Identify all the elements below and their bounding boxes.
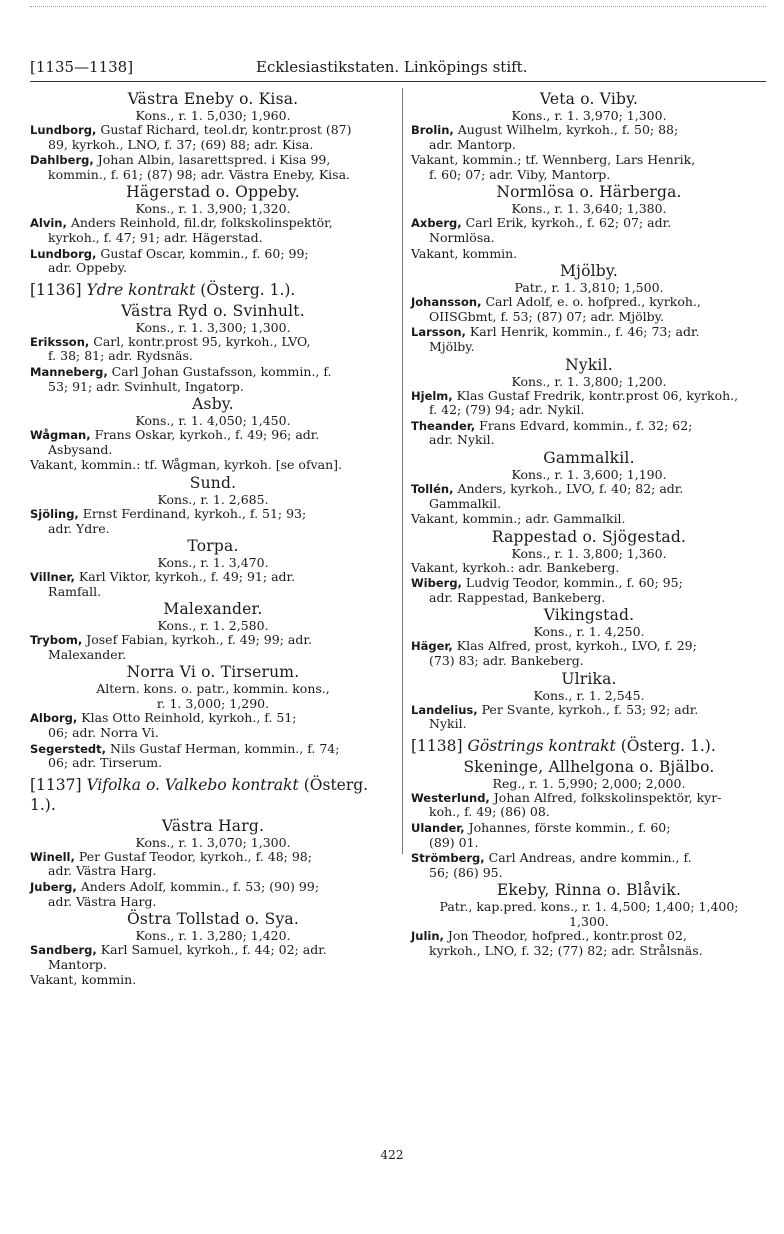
clergy-entry: [30, 153, 396, 182]
clergy-entry: [30, 880, 396, 909]
clergy-details-cont: (89) 01.: [429, 834, 479, 850]
clergy-details-cont: 06; adr. Norra Vi.: [48, 725, 159, 741]
parish-info: Kons., r. 1. 4,250.: [533, 624, 645, 640]
clergy-details-cont: Mjölby.: [429, 338, 475, 354]
parish-info: Patr., r. 1. 3,810; 1,500.: [514, 280, 664, 296]
parish-info: Kons., r. 1. 2,545.: [533, 687, 645, 703]
clergy-name: Westerlund,: [411, 790, 490, 805]
clergy-entry: [30, 458, 396, 473]
clergy-details: Klas Gustaf Fredrik, kontr.prost 06, kyrkoh.,: [456, 387, 739, 403]
clergy-name: Sandberg,: [30, 943, 97, 958]
clergy-details: August Wilhelm, kyrkoh., f. 50; 88;: [457, 122, 679, 137]
clergy-entry: [411, 561, 767, 576]
clergy-details: Carl Adolf, e. o. hofpred., kyrkoh.,: [485, 294, 701, 310]
clergy-entry: [411, 851, 767, 880]
top-rule: [30, 6, 766, 7]
clergy-details: Frans Oskar, kyrkoh., f. 49; 96; adr.: [94, 427, 320, 443]
clergy-entry: [30, 850, 396, 879]
clergy-details: Carl Andreas, andre kommin., f.: [488, 850, 692, 866]
clergy-details-cont: OIISGbmt, f. 53; (87) 07; adr. Mjölby.: [429, 308, 665, 324]
contract-heading: [30, 775, 396, 815]
clergy-details-cont: f. 60; 07; adr. Viby, Mantorp.: [429, 166, 611, 182]
contract-number: [1137]: [30, 775, 82, 794]
clergy-details: Anders, kyrkoh., LVO, f. 40; 82; adr.: [457, 480, 684, 496]
parish-info: Kons., r. 1. 4,050; 1,450.: [135, 413, 291, 429]
clergy-name: Lundborg,: [30, 246, 97, 261]
page-header: [30, 58, 766, 80]
parish-heading: Vikingstad.: [543, 606, 635, 625]
clergy-entry: [30, 711, 396, 740]
clergy-details: Vakant, kyrkoh.: adr. Bankeberg.: [411, 559, 620, 575]
parish-heading: Mjölby.: [560, 262, 618, 281]
parish-heading: Ekeby, Rinna o. Blåvik.: [496, 881, 682, 900]
clergy-details: Carl Erik, kyrkoh., f. 62; 07; adr.: [465, 215, 672, 231]
clergy-entry: [411, 389, 767, 418]
page-number: 422: [380, 1148, 404, 1162]
parish-info: Kons., r. 1. 3,070; 1,300.: [135, 834, 291, 850]
parish-heading: Västra Ryd o. Svinhult.: [121, 301, 305, 320]
clergy-details-cont: f. 42; (79) 94; adr. Nykil.: [429, 402, 585, 418]
contract-name: Vifolka o. Valkebo kontrakt: [86, 775, 299, 794]
clergy-details-cont: 06; adr. Tirserum.: [48, 755, 163, 771]
clergy-details: Frans Edvard, kommin., f. 32; 62;: [479, 417, 693, 433]
parish-info: Reg., r. 1. 5,990; 2,000; 2,000.: [492, 775, 686, 791]
clergy-details-cont: Asbysand.: [48, 441, 113, 457]
clergy-name: Eriksson,: [30, 334, 90, 349]
clergy-entry: [30, 742, 396, 771]
clergy-details: Karl Samuel, kyrkoh., f. 44; 02; adr.: [100, 942, 327, 958]
clergy-name: Lundborg,: [30, 123, 97, 137]
parish-info: Kons., r. 1. 3,470.: [157, 555, 269, 571]
clergy-entry: [30, 570, 396, 599]
contract-heading: [411, 736, 767, 756]
clergy-details: Gustaf Richard, teol.dr, kontr.prost (87): [100, 122, 352, 137]
clergy-entry: [411, 295, 767, 324]
clergy-entry: [30, 973, 396, 988]
parish-info: 1,300.: [569, 914, 609, 930]
clergy-details: Per Svante, kyrkoh., f. 53; 92; adr.: [481, 701, 699, 717]
parish-heading: Skeninge, Allhelgona o. Bjälbo.: [463, 757, 715, 776]
clergy-name: Winell,: [30, 849, 75, 864]
clergy-entry: [411, 325, 767, 354]
parish-heading: Torpa.: [187, 537, 239, 556]
clergy-name: Segerstedt,: [30, 741, 107, 756]
clergy-details-cont: Malexander.: [48, 646, 127, 662]
parish-info: Patr., kap.pred. kons., r. 1. 4,500; 1,400; 1,400;: [439, 899, 739, 915]
header-rule: [30, 81, 766, 82]
clergy-name: Villner,: [30, 570, 75, 585]
clergy-entry: [411, 247, 767, 262]
clergy-details: Karl Henrik, kommin., f. 46; 73; adr.: [469, 324, 700, 340]
clergy-entry: [411, 791, 767, 820]
clergy-details-cont: adr. Västra Harg.: [48, 893, 157, 909]
clergy-details-cont: (73) 83; adr. Bankeberg.: [429, 653, 584, 669]
clergy-entry: [411, 703, 767, 732]
clergy-entry: [30, 507, 396, 536]
clergy-details-cont: adr. Ydre.: [48, 520, 110, 536]
clergy-entry: [30, 943, 396, 972]
clergy-entry: [411, 512, 767, 527]
clergy-name: Hjelm,: [411, 388, 453, 403]
clergy-details-cont: adr. Nykil.: [429, 432, 495, 448]
clergy-name: Landelius,: [411, 702, 478, 717]
parish-heading: Normlösa o. Härberga.: [496, 183, 682, 202]
clergy-entry: [411, 216, 767, 245]
contract-region: (Österg. 1.).: [620, 736, 716, 755]
parish-info: Kons., r. 1. 3,970; 1,300.: [511, 108, 667, 123]
clergy-details-cont: 56; (86) 95.: [429, 864, 503, 880]
clergy-details: Jon Theodor, hofpred., kontr.prost 02,: [447, 928, 687, 944]
clergy-details-cont: Gammalkil.: [429, 495, 502, 511]
clergy-entry: [411, 482, 767, 511]
parish-heading: Rappestad o. Sjögestad.: [491, 527, 687, 546]
clergy-name: Sjöling,: [30, 506, 79, 521]
clergy-entry: [30, 247, 396, 276]
clergy-details: Johan Albin, lasarettspred. i Kisa 99,: [97, 152, 331, 168]
clergy-name: Wiberg,: [411, 576, 462, 591]
clergy-details: Vakant, kommin.; tf. Wennberg, Lars Henrik,: [411, 152, 696, 168]
clergy-details-cont: 53; 91; adr. Svinhult, Ingatorp.: [48, 378, 244, 394]
parish-heading: Gammalkil.: [543, 448, 635, 467]
clergy-name: Ulander,: [411, 821, 465, 836]
parish-heading: Sund.: [189, 473, 237, 492]
clergy-entry: [411, 821, 767, 850]
parish-info: Kons., r. 1. 2,685.: [157, 491, 269, 507]
clergy-details-cont: adr. Oppeby.: [48, 260, 128, 276]
clergy-details: Ludvig Teodor, kommin., f. 60; 95;: [465, 575, 683, 591]
clergy-entry: [411, 419, 767, 448]
clergy-details: Karl Viktor, kyrkoh., f. 49; 91; adr.: [78, 569, 296, 585]
clergy-name: Trybom,: [30, 633, 83, 648]
clergy-details-cont: adr. Västra Harg.: [48, 863, 157, 879]
clergy-name: Häger,: [411, 639, 453, 654]
parish-heading: Ulrika.: [561, 669, 617, 688]
column-divider: [402, 88, 403, 854]
clergy-details: Nils Gustaf Herman, kommin., f. 74;: [110, 740, 340, 756]
clergy-details-cont: koh., f. 49; (86) 08.: [429, 804, 550, 820]
clergy-entry: [411, 639, 767, 668]
clergy-details: Vakant, kommin.: tf. Wågman, kyrkoh. [se ofvan].: [30, 457, 342, 473]
left-column: [30, 90, 396, 989]
clergy-entry: [30, 335, 396, 364]
clergy-details-cont: adr. Mantorp.: [429, 136, 516, 152]
clergy-entry: [30, 216, 396, 245]
clergy-name: Manneberg,: [30, 364, 108, 379]
clergy-details: Klas Alfred, prost, kyrkoh., LVO, f. 29;: [456, 638, 697, 654]
clergy-details-cont: kyrkoh., LNO, f. 32; (77) 82; adr. Strålsnäs.: [429, 943, 703, 958]
parish-heading: Nykil.: [565, 355, 613, 374]
clergy-name: Axberg,: [411, 216, 462, 231]
clergy-details-cont: Normlösa.: [429, 229, 495, 245]
contract-name: Göstrings kontrakt: [467, 736, 616, 755]
parish-info: Kons., r. 1. 3,600; 1,190.: [511, 466, 667, 482]
parish-info: Kons., r. 1. 3,800; 1,200.: [511, 373, 667, 389]
clergy-entry: [411, 576, 767, 605]
clergy-name: Theander,: [411, 418, 476, 433]
clergy-details: Anders Reinhold, fil.dr, folkskolinspektör,: [70, 215, 333, 231]
clergy-details: Ernst Ferdinand, kyrkoh., f. 51; 93;: [82, 505, 307, 521]
parish-heading: Västra Eneby o. Kisa.: [127, 90, 299, 108]
clergy-entry: [411, 929, 767, 958]
clergy-details: Carl, kontr.prost 95, kyrkoh., LVO,: [93, 333, 311, 349]
parish-info: Altern. kons. o. patr., kommin. kons.,: [96, 681, 330, 697]
clergy-entry: [411, 153, 767, 182]
page-title: Ecklesiastikstaten. Linköpings stift.: [256, 58, 528, 76]
contract-name: Ydre kontrakt: [86, 280, 196, 299]
parish-heading: Östra Tollstad o. Sya.: [127, 910, 299, 929]
clergy-name: Strömberg,: [411, 851, 485, 866]
clergy-name: Tollén,: [411, 481, 454, 496]
clergy-details-cont: Ramfall.: [48, 583, 102, 599]
parish-info: Kons., r. 1. 3,640; 1,380.: [511, 201, 667, 217]
clergy-name: Dahlberg,: [30, 153, 94, 168]
clergy-details: Gustaf Oscar, kommin., f. 60; 99;: [100, 245, 309, 261]
clergy-details: Klas Otto Reinhold, kyrkoh., f. 51;: [81, 710, 297, 726]
parish-heading: Asby.: [192, 395, 234, 414]
clergy-entry: [30, 633, 396, 662]
parish-info: Kons., r. 1. 3,800; 1,360.: [511, 545, 667, 561]
parish-info: Kons., r. 1. 3,300; 1,300.: [135, 319, 291, 335]
parish-heading: Hägerstad o. Oppeby.: [126, 183, 300, 202]
clergy-details-cont: Mantorp.: [48, 956, 107, 972]
right-column: [411, 90, 767, 960]
clergy-name: Wågman,: [30, 428, 91, 443]
parish-heading: Västra Harg.: [161, 816, 265, 835]
parish-heading: Malexander.: [163, 600, 263, 619]
clergy-details: Anders Adolf, kommin., f. 53; (90) 99;: [80, 879, 320, 895]
clergy-entry: [411, 123, 767, 152]
clergy-details: Josef Fabian, kyrkoh., f. 49; 99; adr.: [86, 632, 312, 648]
contract-region: (Österg. 1.).: [30, 775, 369, 814]
clergy-name: Brolin,: [411, 123, 454, 137]
clergy-name: Juberg,: [30, 880, 77, 895]
contract-heading: [30, 280, 396, 300]
clergy-details-cont: adr. Rappestad, Bankeberg.: [429, 589, 606, 605]
clergy-entry: [30, 123, 396, 152]
parish-info: Kons., r. 1. 2,580.: [157, 618, 269, 634]
clergy-details: Carl Johan Gustafsson, kommin., f.: [111, 363, 332, 379]
parish-info: Kons., r. 1. 3,900; 1,320.: [135, 201, 291, 217]
clergy-name: Larsson,: [411, 325, 466, 340]
clergy-name: Julin,: [411, 929, 444, 944]
contract-number: [1136]: [30, 280, 82, 299]
clergy-name: Johansson,: [411, 295, 482, 310]
clergy-details: Vakant, kommin.: [411, 245, 518, 261]
parish-info: Kons., r. 1. 3,280; 1,420.: [135, 928, 291, 944]
contract-region: (Österg. 1.).: [200, 280, 296, 299]
parish-heading: Norra Vi o. Tirserum.: [126, 663, 300, 682]
clergy-details: Johan Alfred, folkskolinspektör, kyr-: [493, 789, 722, 805]
clergy-name: Alborg,: [30, 711, 78, 726]
clergy-details: Johannes, förste kommin., f. 60;: [468, 820, 671, 836]
clergy-details-cont: kommin., f. 61; (87) 98; adr. Västra Eneby, Kisa.: [48, 166, 350, 182]
clergy-entry: [30, 428, 396, 457]
contract-number: [1138]: [411, 736, 463, 755]
clergy-details-cont: kyrkoh., f. 47; 91; adr. Hägerstad.: [48, 229, 263, 245]
section-range: [1135—1138]: [30, 58, 134, 76]
clergy-details-cont: 89, kyrkoh., LNO, f. 37; (69) 88; adr. Kisa.: [48, 136, 314, 152]
clergy-name: Alvin,: [30, 216, 67, 231]
parish-info: Kons., r. 1. 5,030; 1,960.: [135, 108, 291, 123]
clergy-entry: [30, 365, 396, 394]
clergy-details: Vakant, kommin.; adr. Gammalkil.: [411, 511, 626, 527]
clergy-details-cont: Nykil.: [429, 716, 467, 732]
clergy-details-cont: f. 38; 81; adr. Rydsnäs.: [48, 348, 193, 364]
parish-heading: Veta o. Viby.: [539, 90, 639, 108]
clergy-details: Per Gustaf Teodor, kyrkoh., f. 48; 98;: [78, 848, 312, 864]
clergy-details: Vakant, kommin.: [30, 972, 137, 988]
parish-info: r. 1. 3,000; 1,290.: [156, 696, 270, 712]
